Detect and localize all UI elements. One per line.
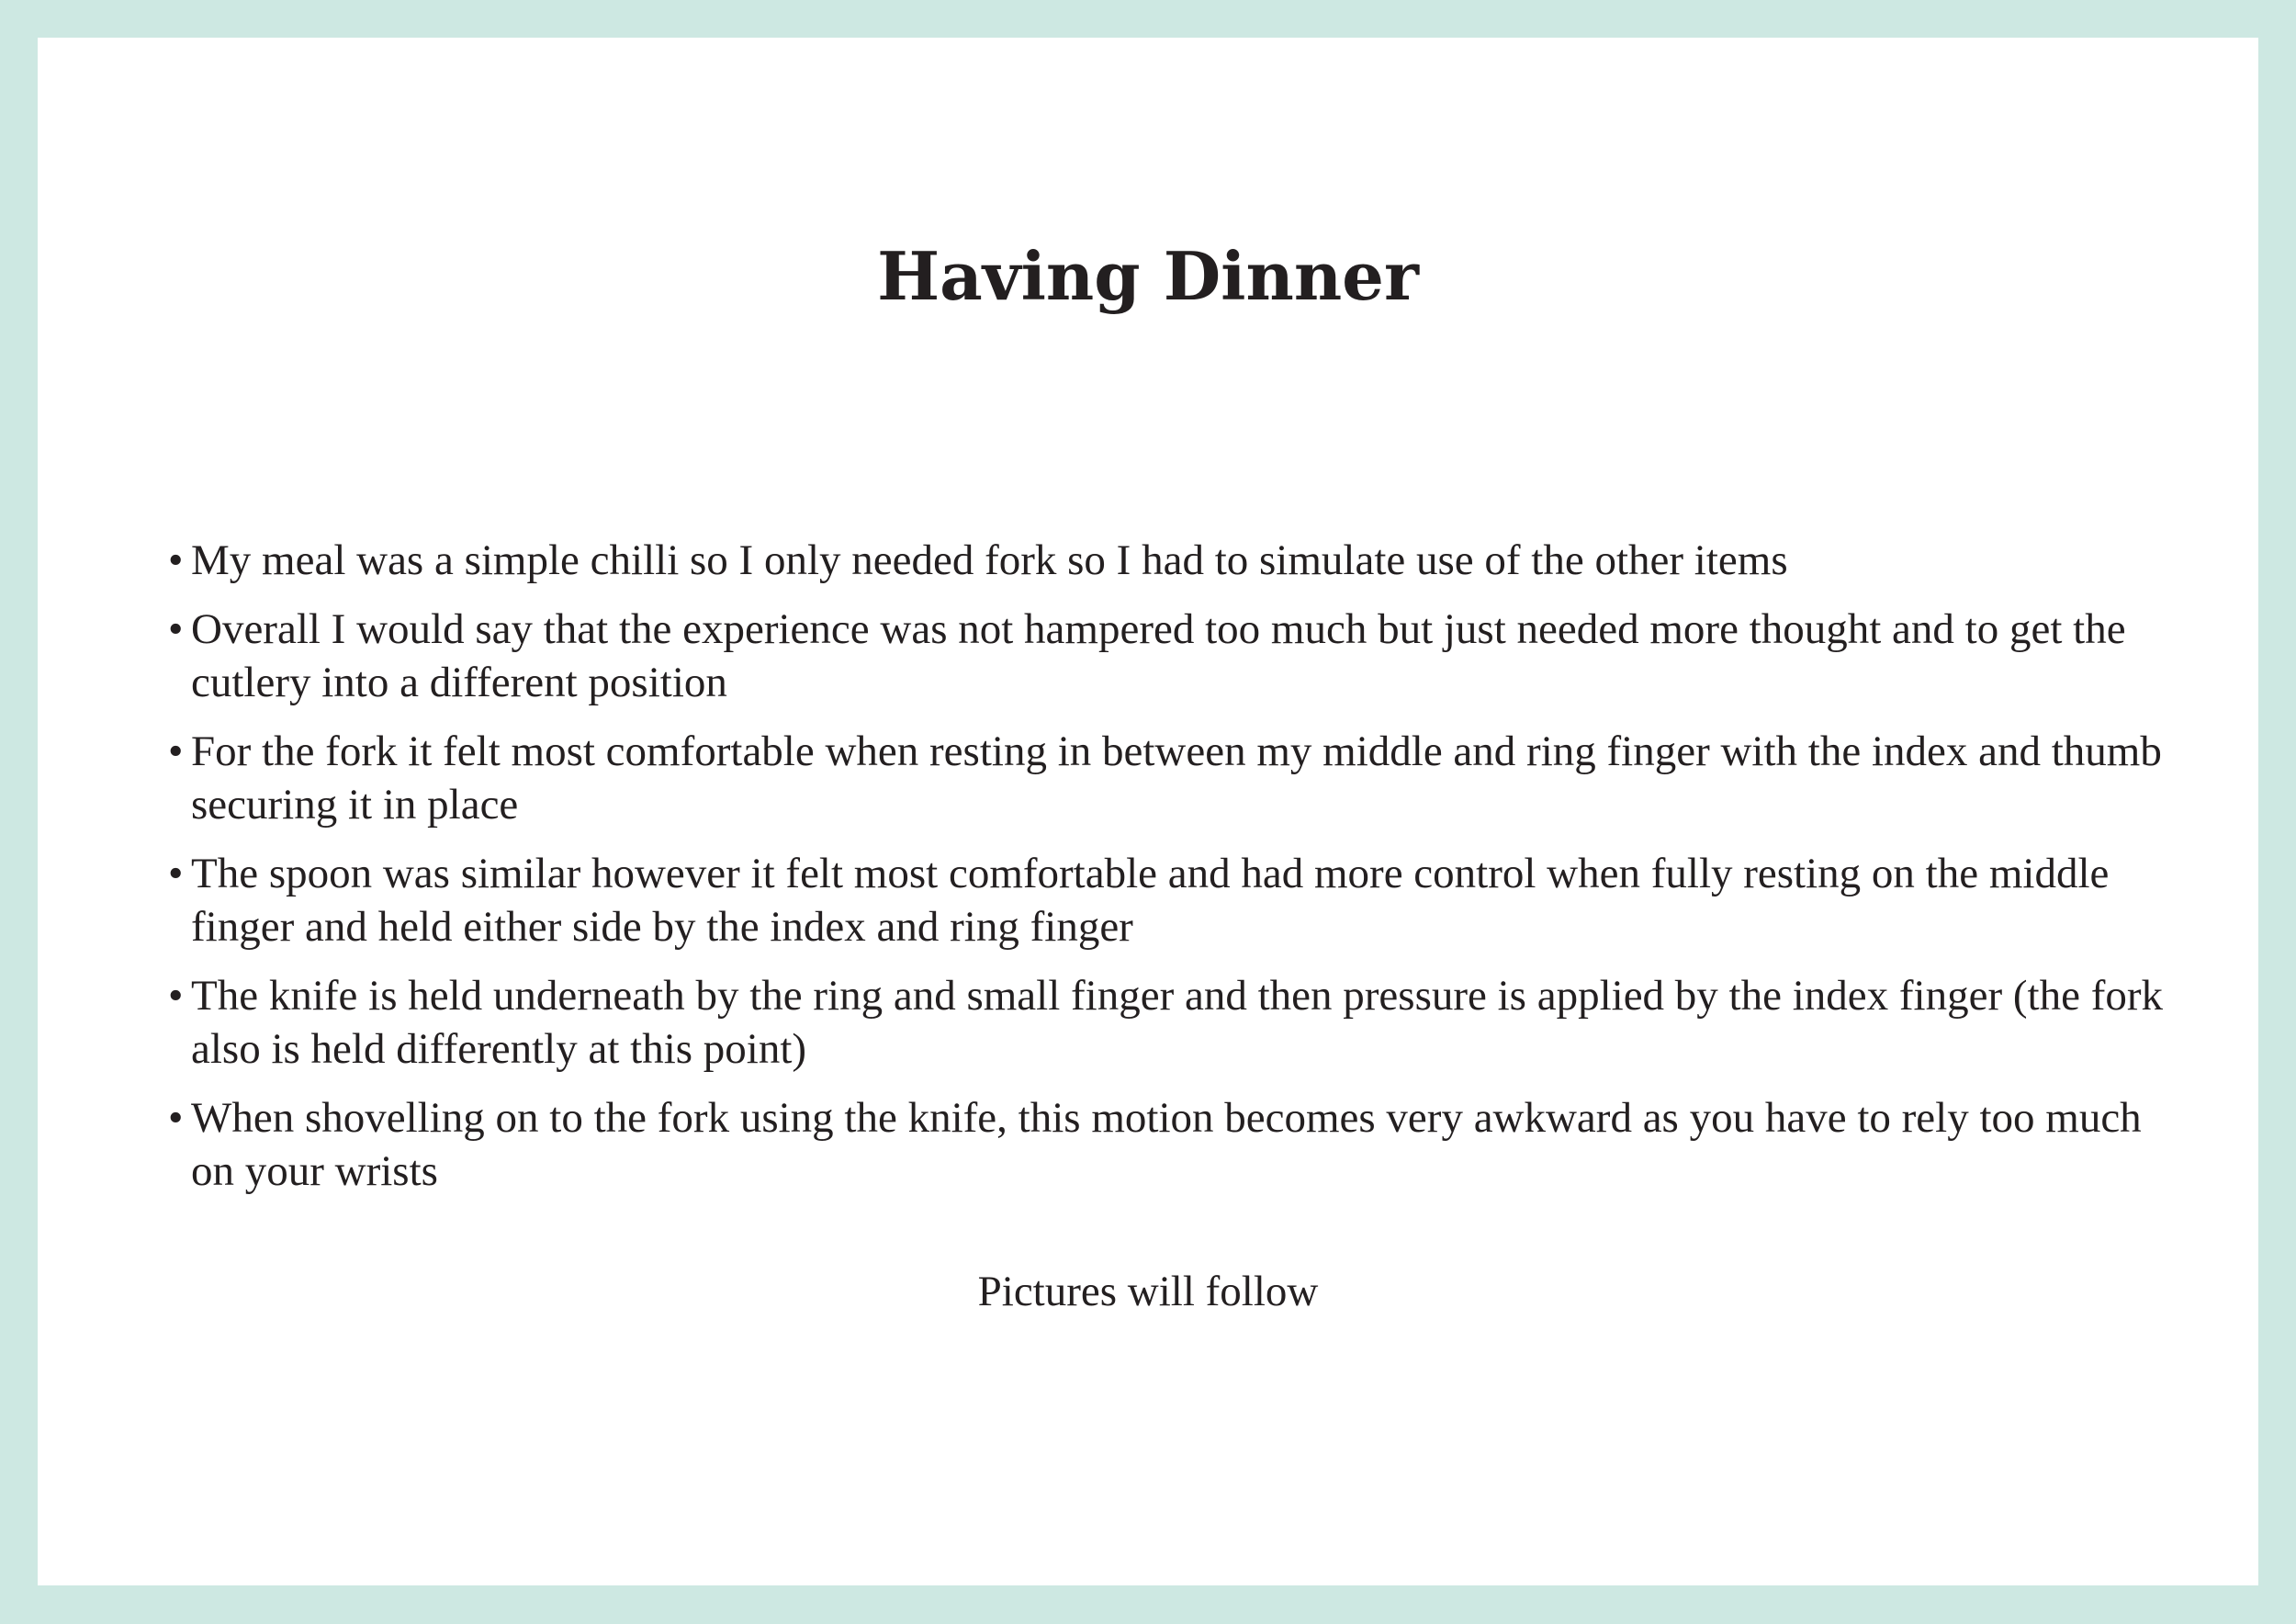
bullet-text: My meal was a simple chilli so I only needed fork so I had to simulate use of the other items <box>191 536 1788 584</box>
bullet-text: The spoon was similar however it felt most comfortable and had more control when fully resting on the middle finger and held either side by the index and ring finger <box>191 850 2110 951</box>
bullet-icon: • <box>168 605 184 653</box>
footer-note: Pictures will follow <box>977 1268 1319 1315</box>
bullet-item <box>168 847 2189 953</box>
slide-title: Having Dinner <box>877 237 1419 315</box>
bullet-text: When shovelling on to the fork using the knife, this motion becomes very awkward as you have to rely too much on your wrists <box>191 1094 2142 1195</box>
bullet-item <box>168 969 2189 1076</box>
bullet-icon: • <box>168 972 184 1020</box>
bullet-icon: • <box>168 536 184 584</box>
bullet-text: Overall I would say that the experience was not hampered too much but just needed more thought and to get the cutlery into a different position <box>191 605 2126 706</box>
bullet-item <box>168 725 2189 831</box>
bullet-item <box>168 603 2189 709</box>
bullet-item <box>168 1091 2189 1198</box>
bullet-icon: • <box>168 850 184 897</box>
bullet-list <box>168 534 2189 1213</box>
slide-page <box>38 38 2258 1585</box>
bullet-icon: • <box>168 1094 184 1142</box>
bullet-text: The knife is held underneath by the ring and small finger and then pressure is applied by the index finger (the fork also is held differently at this point) <box>191 972 2163 1073</box>
bullet-item <box>168 534 2189 587</box>
bullet-text: For the fork it felt most comfortable when resting in between my middle and ring finger with the index and thumb securing it in place <box>191 727 2162 829</box>
bullet-icon: • <box>168 727 184 775</box>
